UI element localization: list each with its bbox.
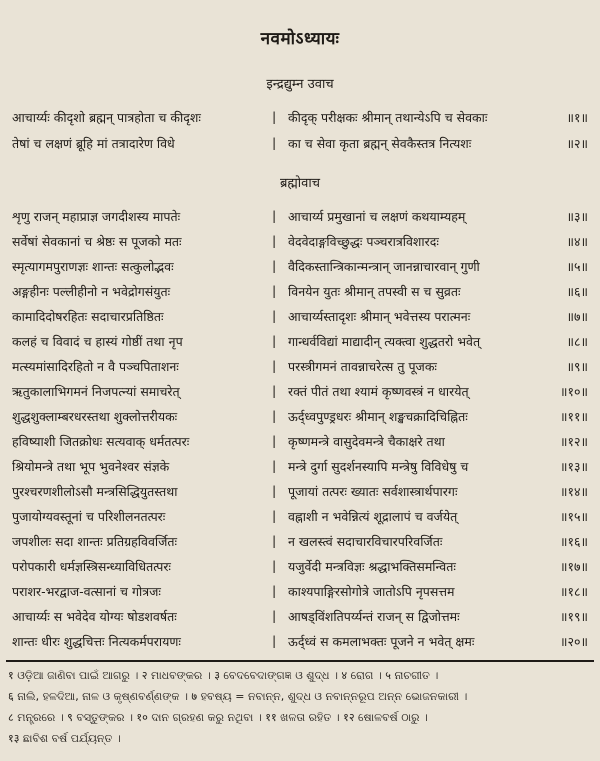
verse-right-half: वह्नाशी न भवेन्नित्यं शूद्रालापं च वर्जयेत् (288, 509, 458, 524)
verse-number: ॥१६॥ (560, 534, 588, 549)
verse-right-half: कीदृक् परीक्षकः श्रीमान् तथान्येऽपि च सेवकाः (288, 110, 488, 125)
footnote-line: १ ଓଡ଼ିଆ ଜାଣିବା ପାଇଁ ଆଗରୁ । २ ମାଧବଙ୍କର । ३ ବେଦବେଦାଙ୍ଗଜ୍ଞ ଓ ଶୁଦ୍ଧ । ४ ରୋଗ । ५ ନାଚଗୀତ । (8, 669, 439, 682)
footnote-line: ६ ନାଲି, ହଳଦିଆ, ନାଳ ଓ କୃଷ୍ଣବର୍ଣ୍ଣଙ୍କ । ७ ହବଷ୍ୟ = ନବାନ୍ନ, ଶୁଦ୍ଧ ଓ ନବାନ୍ନରୂପ ଅନ୍ନ ଭୋଜନକାରୀ । (8, 690, 468, 703)
verse-row (0, 333, 600, 357)
verse-divider: | (272, 608, 277, 623)
verse-row (0, 283, 600, 307)
verse-row (0, 633, 600, 657)
verse-left-half: कलहं च विवादं च हास्यं गोष्ठीं तथा नृप (12, 334, 183, 349)
verse-left-half: जपशीलः सदा शान्तः प्रतिग्रहविवर्जितः (12, 534, 178, 549)
verse-divider: | (272, 208, 277, 223)
verse-right-half: परस्त्रीगमनं तावन्नाचरेत्स तु पूजकः (288, 359, 437, 374)
verse-left-half: पराशर-भरद्वाज-वत्सानां च गोत्रजः (12, 584, 161, 599)
verse-left-half: अङ्गहीनः पल्लीहीनो न भवेद्रोगसंयुतः (12, 284, 171, 299)
verse-left-half: कामादिदोषरहितः सदाचारप्रतिष्ठितः (12, 309, 164, 324)
verse-left-half: हविष्याशी जितक्रोधः सत्यवाक् धर्मतत्परः (12, 434, 190, 449)
verse-row (0, 358, 600, 382)
verse-row (0, 583, 600, 607)
verse-row (0, 608, 600, 632)
verse-left-half: सर्वेषां सेवकानां च श्रेष्ठः स पूजको मतः (12, 234, 182, 249)
verse-number: ॥७॥ (566, 309, 588, 324)
verse-right-half: आषड्विंशतिपर्य्यन्तं राजन् स द्विजोत्तमः (288, 609, 460, 624)
verse-row (0, 258, 600, 282)
verse-number: ॥१९॥ (560, 609, 588, 624)
verse-number: ॥१०॥ (560, 384, 588, 399)
verse-divider: | (272, 483, 277, 498)
verse-number: ॥१२॥ (560, 434, 588, 449)
verse-right-half: मन्त्रे दुर्गा सुदर्शनस्यापि मन्त्रेषु विविधेषु च (288, 459, 469, 474)
verse-left-half: शान्तः धीरः शुद्धचित्तः नित्यकर्मपरायणः (12, 634, 181, 649)
verse-number: ॥६॥ (566, 284, 588, 299)
verse-right-half: कृष्णमन्त्रे वासुदेवमन्त्रे चैकाक्षरे तथा (288, 434, 445, 449)
verse-row (0, 308, 600, 332)
speaker-heading-brahma: ब्रह्मोवाच (279, 176, 321, 191)
verse-number: ॥१४॥ (560, 484, 588, 499)
footnote-line: ८ ମନ୍ତ୍ରରେ । ९ ବସ୍ତୁଙ୍କର । १० ଦାନ ଗ୍ରହଣ କରୁ ନଥିବା । ११ ଖଳତା ରହିତ । १२ ଷୋଳବର୍ଷ ଠାରୁ । (8, 711, 428, 724)
verse-number: ॥४॥ (566, 234, 588, 249)
verse-divider: | (272, 258, 277, 273)
verse-left-half: पुरश्चरणशीलोऽसौ मन्त्रसिद्धियुतस्तथा (12, 484, 178, 499)
verse-divider: | (272, 508, 277, 523)
verse-row (0, 408, 600, 432)
verse-right-half: गान्धर्वविद्यां माद्यादीन् त्यक्त्वा शुद्धतरो भवेत् (288, 334, 481, 349)
verse-divider: | (272, 308, 277, 323)
verse-right-half: विनयेन युतः श्रीमान् तपस्वी स च सुव्रतः (288, 284, 461, 299)
verse-left-half: आचार्य्यः स भवेदेव योग्यः षोडशवर्षतः (12, 609, 177, 624)
verse-left-half: स्मृत्यागमपुराणज्ञः शान्तः सत्कुलोद्भवः (12, 259, 174, 274)
verse-divider: | (272, 283, 277, 298)
speaker-heading-indradyumna: इन्द्रद्युम्न उवाच (266, 77, 334, 92)
verse-left-half: शृणु राजन् महाप्राज्ञ जगदीशस्य मापतेः (12, 209, 181, 224)
verse-left-half: तेषां च लक्षणं ब्रूहि मां तत्रादारेण विधे (12, 136, 175, 151)
verse-row (0, 458, 600, 482)
verse-divider: | (272, 358, 277, 373)
verse-right-half: पूजायां तत्परः ख्यातः सर्वशास्त्रार्थपारगः (288, 484, 458, 499)
verse-row (0, 233, 600, 257)
verse-right-half: यजुर्वेदी मन्त्रविज्ञः श्रद्धाभक्तिसमन्वितः (288, 559, 456, 574)
verse-number: ॥५॥ (566, 259, 588, 274)
verse-right-half: आचार्य्य प्रमुखानां च लक्षणं कथयाम्यहम् (288, 209, 466, 224)
verse-divider: | (272, 135, 277, 150)
verse-divider: | (272, 408, 277, 423)
chapter-title: नवमोऽध्यायः (260, 29, 340, 49)
verse-right-half: वेदवेदाङ्गविच्छुद्धः पञ्चरात्रविशारदः (288, 234, 439, 249)
verse-divider: | (272, 633, 277, 648)
verse-divider: | (272, 583, 277, 598)
verse-row (0, 433, 600, 457)
verse-right-half: आचार्य्यस्तादृशः श्रीमान् भवेत्तस्य परात्मनः (288, 309, 471, 324)
verse-right-half: वैदिकस्तान्त्रिकान्मन्त्रान् जानन्नाचारवान् गुणी (288, 259, 480, 274)
verse-left-half: ऋतुकालाभिगमनं निजपत्न्यां समाचरेत् (12, 384, 180, 399)
verse-left-half: मत्स्यमांसादिरहितो न वै पञ्चपिताशनः (12, 359, 179, 374)
verse-row (0, 208, 600, 232)
footnote-rule (6, 660, 594, 662)
verse-number: ॥१७॥ (560, 559, 588, 574)
footnote-line: १३ ଛାବିଶ ବର୍ଷ ପର୍ଯ୍ୟନ୍ତ । (8, 732, 121, 745)
verse-number: ॥१८॥ (560, 584, 588, 599)
verse-row (0, 383, 600, 407)
verse-divider: | (272, 433, 277, 448)
verse-number: ॥१॥ (566, 110, 588, 125)
verse-divider: | (272, 383, 277, 398)
verse-divider: | (272, 458, 277, 473)
verse-row (0, 533, 600, 557)
verse-left-half: शुद्धशुक्लाम्बरधरस्तथा शुक्लोत्तरीयकः (12, 409, 178, 424)
verse-left-half: परोपकारी धर्मज्ञस्त्रिसन्ध्याविधितत्परः (12, 559, 171, 574)
verse-divider: | (272, 558, 277, 573)
verse-number: ॥१३॥ (560, 459, 588, 474)
verse-number: ॥३॥ (566, 209, 588, 224)
verse-divider: | (272, 109, 277, 124)
verse-left-half: श्रियोमन्त्रे तथा भूप भुवनेश्वर संज्ञके (12, 459, 170, 474)
verse-left-half: आचार्य्यः कीदृशो ब्रह्मन् पात्रहोता च कीदृशः (12, 110, 201, 125)
verse-row (0, 558, 600, 582)
verse-number: ॥११॥ (560, 409, 588, 424)
verse-row (0, 109, 600, 133)
verse-row (0, 135, 600, 159)
verse-number: ॥२॥ (566, 136, 588, 151)
verse-number: ॥१५॥ (560, 509, 588, 524)
verse-row (0, 508, 600, 532)
verse-right-half: न खलस्त्वं सदाचारविचारपरिवर्जितः (288, 534, 443, 549)
verse-left-half: पुजायोग्यवस्तूनां च परिशीलनतत्परः (12, 509, 166, 524)
verse-right-half: रक्तं पीतं तथा श्यामं कृष्णवस्त्रं न धारयेत् (288, 384, 469, 399)
verse-right-half: ऊर्द्ध्वं स कमलाभक्तः पूजने न भवेत् क्षमः (288, 634, 475, 649)
verse-right-half: काश्यपाङ्गिरसोगोत्रे जातोऽपि नृपसत्तम (288, 584, 455, 599)
verse-number: ॥८॥ (566, 334, 588, 349)
verse-right-half: ऊर्द्ध्वपुण्ड्रधरः श्रीमान् शङ्खचक्रादिचिह्नितः (288, 409, 468, 424)
verse-number: ॥९॥ (566, 359, 588, 374)
verse-divider: | (272, 533, 277, 548)
verse-number: ॥२०॥ (560, 634, 588, 649)
verse-divider: | (272, 233, 277, 248)
verse-right-half: का च सेवा कृता ब्रह्मन् सेवकैस्तत्र नित्यशः (288, 136, 472, 151)
verse-row (0, 483, 600, 507)
verse-divider: | (272, 333, 277, 348)
